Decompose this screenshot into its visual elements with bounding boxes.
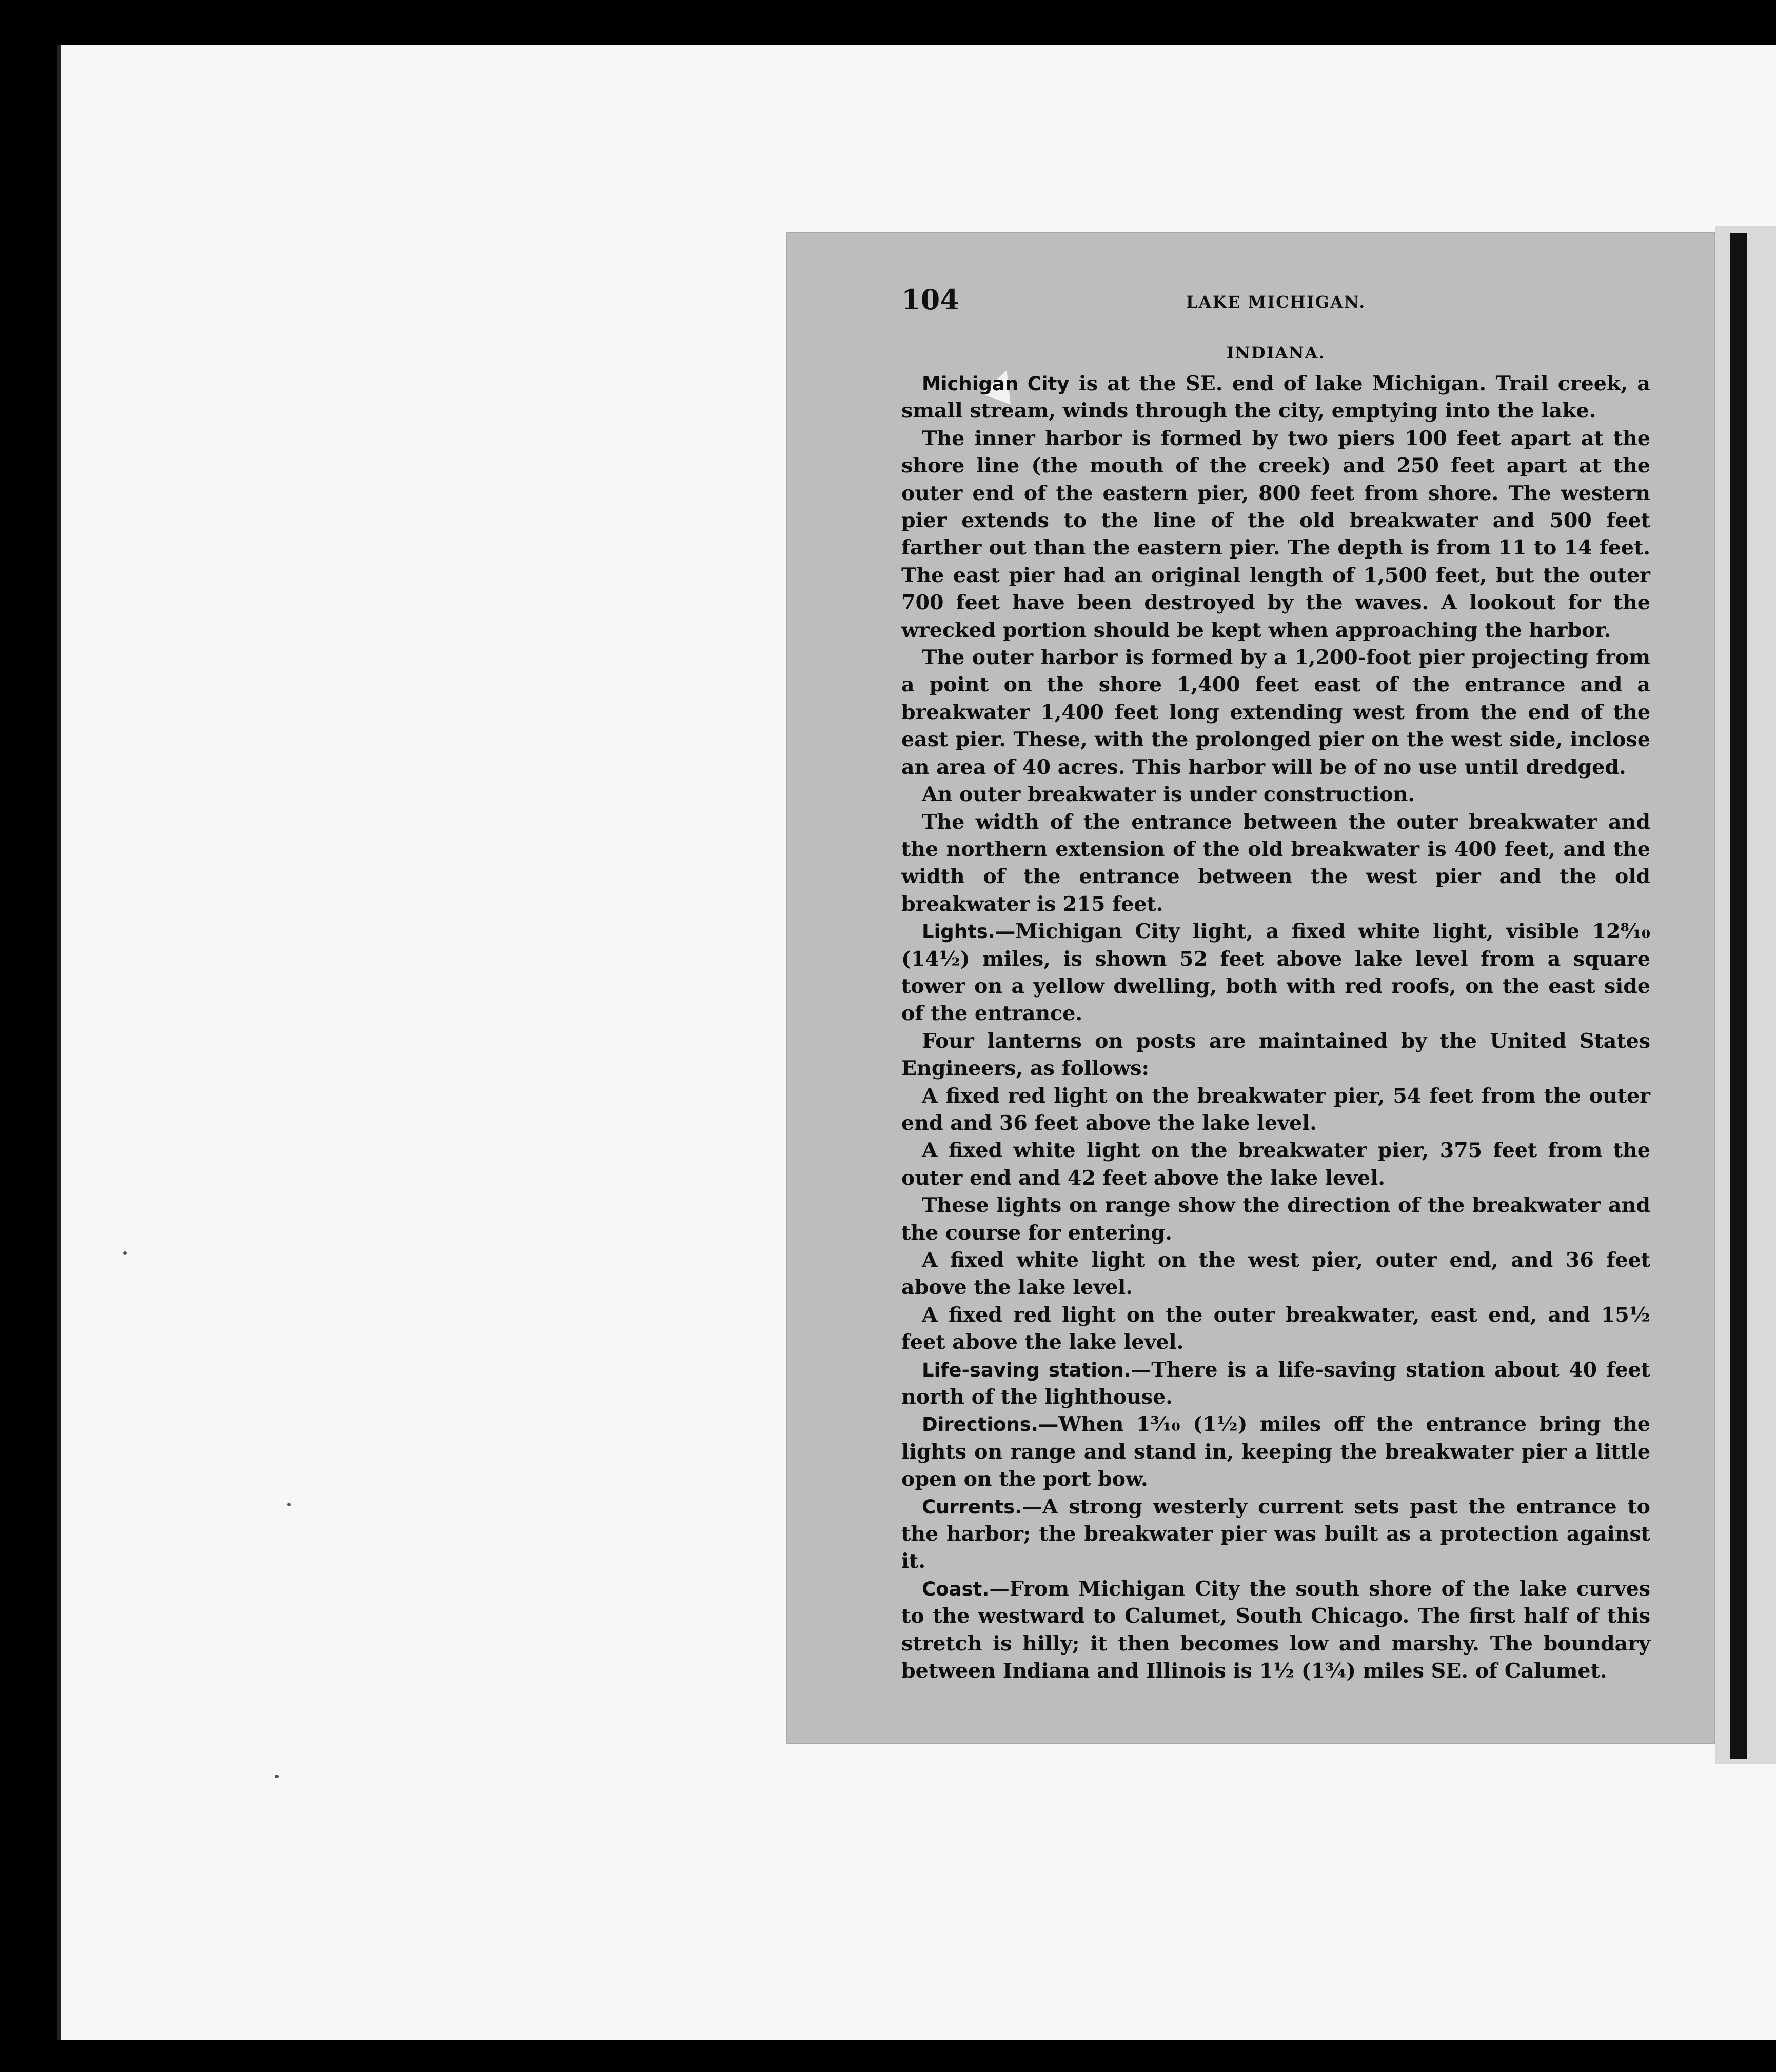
paragraph-text: —A strong westerly current sets past the entrance to the harbor; the breakwater pier was built as a protection against it.	[901, 1495, 1650, 1573]
paragraph-lead: Directions.	[922, 1413, 1038, 1436]
page-number: 104	[901, 283, 959, 316]
paragraph	[901, 1493, 1650, 1576]
paragraph-text: Four lanterns on posts are maintained by the United States Engineers, as follows:	[901, 1029, 1650, 1081]
scan-left-edge	[57, 45, 61, 2040]
paragraph	[901, 781, 1650, 808]
binding-shadow	[1730, 233, 1747, 1759]
paragraph	[901, 1192, 1650, 1247]
paragraph	[901, 809, 1650, 919]
paragraph-lead: Life-saving station.	[922, 1359, 1131, 1381]
paragraph	[901, 1357, 1650, 1411]
running-head: LAKE MICHIGAN.	[1186, 292, 1366, 312]
paragraph-text: —When 1³⁄₁₀ (1½) miles off the entrance bring the lights on range and stand in, keeping the breakwater pier a little open on the port bow.	[901, 1412, 1650, 1491]
paragraph	[901, 918, 1650, 1028]
paragraph-text: An outer breakwater is under construction.	[922, 783, 1415, 807]
paragraph-text: A fixed red light on the outer breakwater, east end, and 15½ feet above the lake level.	[901, 1303, 1650, 1354]
section-title: INDIANA.	[1226, 343, 1326, 363]
paragraph-lead: Currents.	[922, 1496, 1022, 1518]
paragraph	[901, 1028, 1650, 1083]
paragraph	[901, 1247, 1650, 1302]
document-page	[786, 232, 1715, 1744]
paragraph-text: These lights on range show the direction of the breakwater and the course for entering.	[901, 1193, 1650, 1245]
paragraph-text: A fixed white light on the breakwater pier, 375 feet from the outer end and 42 feet above the lake level.	[901, 1139, 1650, 1190]
paragraph-text: The width of the entrance between the outer breakwater and the northern extension of the old breakwater is 400 feet, and the width of the entrance between the west pier and the old breakwater is 215 feet.	[901, 810, 1650, 916]
paragraph	[901, 644, 1650, 781]
paragraph	[901, 1137, 1650, 1192]
paragraph	[901, 1411, 1650, 1493]
paragraph-lead: Michigan City	[922, 373, 1070, 395]
scan-speck	[123, 1251, 127, 1255]
paragraph-text: The inner harbor is formed by two piers 100 feet apart at the shore line (the mouth of the creek) and 250 feet apart at the outer end of the eastern pier, 800 feet from shore. The western pier extends to the line of the old breakwater and 500 feet farther out than the eastern pier. The depth is from 11 to 14 feet. The east pier had an original length of 1,500 feet, but the outer 700 feet have been destroyed by the waves. A lookout for the wrecked portion should be kept when approaching the harbor.	[901, 426, 1650, 642]
page-body	[901, 343, 1650, 1685]
paragraph	[901, 370, 1650, 425]
paragraph-text: —From Michigan City the south shore of the lake curves to the westward to Calumet, South Chicago. The first half of this stretch is hilly; it then becomes low and marshy. The boundary between Indiana and Illinois is 1½ (1¾) miles SE. of Calumet.	[901, 1577, 1650, 1683]
paragraph-lead: Coast.	[922, 1578, 990, 1600]
paragraph-text: —There is a life-saving station about 40 feet north of the lighthouse.	[901, 1358, 1650, 1409]
paragraph-text: A fixed white light on the west pier, outer end, and 36 feet above the lake level.	[901, 1248, 1650, 1300]
paragraph	[901, 1576, 1650, 1685]
paragraph-lead: Lights.	[922, 921, 995, 943]
paragraph-text: The outer harbor is formed by a 1,200-foot pier projecting from a point on the shore 1,400 feet east of the entrance and a breakwater 1,400 feet long extending west from the end of the east pier. These, with the prolonged pier on the west side, inclose an area of 40 acres. This harbor will be of no use until dredged.	[901, 646, 1650, 779]
paragraph-text: is at the SE. end of lake Michigan. Trail creek, a small stream, winds through the city, emptying into the lake.	[901, 372, 1650, 423]
paragraph-text: A fixed red light on the breakwater pier, 54 feet from the outer end and 36 feet above the lake level.	[901, 1084, 1650, 1135]
paragraph	[901, 425, 1650, 644]
scan-speck	[275, 1775, 279, 1778]
paragraph	[901, 1083, 1650, 1138]
scan-speck	[287, 1503, 291, 1506]
paragraph-text: —Michigan City light, a fixed white light, visible 12⁸⁄₁₀ (14½) miles, is shown 52 feet above lake level from a square tower on a yellow dwelling, both with red roofs, on the east side of the entrance.	[901, 920, 1650, 1026]
paragraph	[901, 1302, 1650, 1357]
